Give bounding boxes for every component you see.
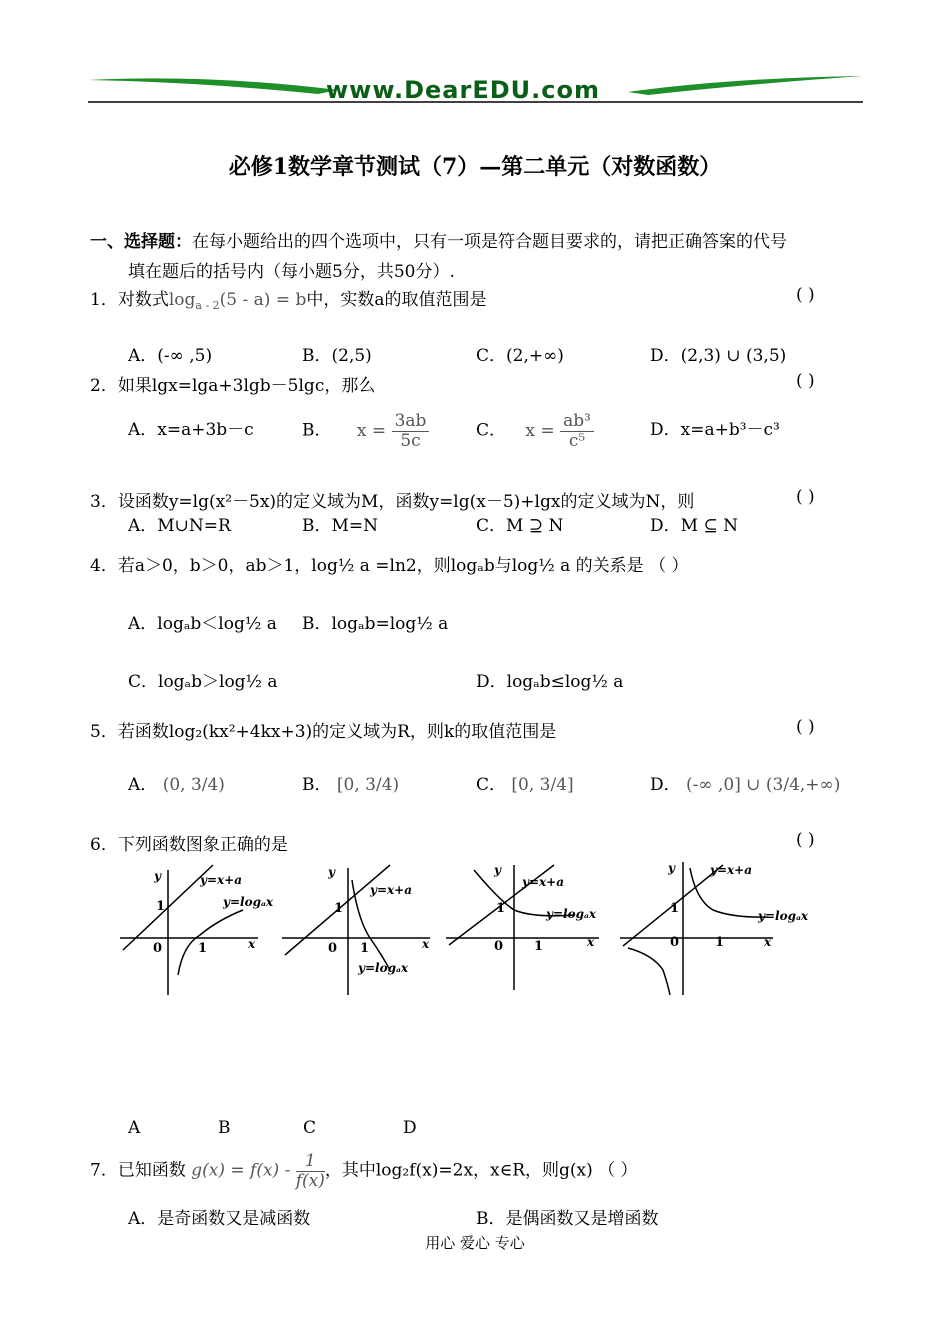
graph-d	[618, 860, 838, 1000]
instructions-line-2: 填在题后的括号内（每小题5分，共50分）.	[128, 262, 455, 282]
graph-label-c: C	[303, 1118, 317, 1138]
section-heading: 一、选择题：	[90, 232, 192, 252]
svg-text:1: 1	[715, 935, 725, 950]
q1-number: 1．	[90, 290, 118, 310]
q5-answer-paren: ( )	[796, 717, 815, 737]
q5-option-c: C． [0, 3/4]	[476, 775, 574, 795]
instructions-line-1: 在每小题给出的四个选项中，只有一项是符合题目要求的，请把正确答案的代号	[192, 232, 787, 252]
graph-c	[444, 860, 614, 1000]
question-2: 2．如果lgx=lga+3lgb－5lgc，那么	[90, 376, 376, 396]
svg-text:1: 1	[156, 899, 166, 914]
question-6: 6．下列函数图象正确的是	[90, 835, 288, 855]
page-footer: 用心 爱心 专心	[425, 1234, 525, 1252]
question-4: 4．若a＞0，b＞0，ab＞1，log½ a =ln2，则logₐb与log½ a 的关系是 （ ）	[90, 556, 689, 576]
svg-text:y=x+a: y=x+a	[710, 863, 753, 877]
svg-text:0: 0	[670, 935, 680, 950]
svg-text:y=x+a: y=x+a	[200, 873, 243, 887]
q2-answer-paren: ( )	[796, 371, 815, 391]
svg-text:1: 1	[496, 901, 506, 916]
svg-text:y=x+a: y=x+a	[522, 875, 565, 889]
graph-label-d: D	[403, 1118, 417, 1138]
question-1	[90, 285, 487, 312]
svg-text:1: 1	[334, 901, 344, 916]
q3-answer-paren: ( )	[796, 487, 815, 507]
q5-option-a: A． (0, 3/4)	[128, 775, 225, 795]
q5-option-d: D． (-∞ ,0] ∪ (3/4,+∞)	[650, 775, 841, 795]
svg-text:x: x	[422, 937, 430, 951]
question-5: 5．若函数log₂(kx²+4kx+3)的定义域为R，则k的取值范围是	[90, 722, 557, 742]
q1-option-a: A．(-∞ ,5)	[128, 346, 213, 366]
svg-text:1: 1	[360, 941, 370, 956]
page-title: 必修1数学章节测试（7）—第二单元（对数函数）	[228, 154, 722, 180]
q2-option-a: A．x=a+3b－c	[128, 420, 254, 440]
svg-text:1: 1	[534, 939, 544, 954]
q2-option-c: C． x = $\frac{\text{ab³}}{\text{c⁵}}$	[476, 412, 594, 450]
svg-text:0: 0	[494, 939, 504, 954]
section-instructions	[90, 227, 787, 252]
q5-option-b: B． [0, 3/4)	[302, 775, 400, 795]
site-logo-text[interactable]: www.DearEDU.com	[326, 76, 600, 104]
graph-a	[118, 860, 274, 1000]
q7-option-a: A．是奇函数又是减函数	[128, 1209, 311, 1229]
q4-option-a: A．logₐb＜log½ a	[128, 614, 277, 634]
svg-text:y=logₐx: y=logₐx	[223, 895, 274, 909]
svg-text:y=logₐx: y=logₐx	[758, 909, 809, 923]
graph-b	[280, 860, 440, 1000]
q3-option-d: D．M ⊆ N	[650, 516, 738, 536]
q3-option-b: B．M=N	[302, 516, 379, 536]
svg-text:x: x	[764, 935, 772, 949]
q3-option-c: C．M ⊇ N	[476, 516, 564, 536]
graph-label-a: A	[128, 1118, 141, 1138]
q1-pre: 对数式	[117, 290, 169, 310]
q7-option-b: B．是偶函数又是增函数	[476, 1209, 659, 1229]
svg-text:y: y	[494, 863, 501, 877]
svg-text:y: y	[668, 861, 675, 875]
question-3: 3．设函数y=lg(x²－5x)的定义域为M，函数y=lg(x－5)+lgx的定义域为N，则	[90, 492, 695, 512]
svg-text:y=logₐx: y=logₐx	[546, 907, 597, 921]
q1-option-b: B．(2,5)	[302, 346, 372, 366]
question-7: 7．已知函数 g(x) = f(x) - $\frac{1}{f(x)}$ ，其中log₂f(x)=2x，x∈R，则g(x) （ ）	[90, 1151, 638, 1191]
q1-option-d: D．(2,3) ∪ (3,5)	[650, 346, 787, 366]
svg-text:1: 1	[198, 941, 208, 956]
q4-option-b: B．logₐb=log½ a	[302, 614, 449, 634]
q1-answer-paren: ( )	[796, 285, 815, 305]
q6-answer-paren: ( )	[796, 830, 815, 850]
q1-formula: $\log_{a - 2}(5 - a) = b$	[168, 290, 307, 312]
q7-formula: g(x) = f(x) -	[191, 1160, 291, 1181]
q4-option-d: D．logₐb≤log½ a	[476, 672, 624, 692]
svg-text:1: 1	[670, 901, 680, 916]
graph-label-b: B	[218, 1118, 231, 1138]
svg-text:y: y	[154, 869, 161, 883]
q2-option-b: B． x = $\frac{3ab}{5c}$	[302, 412, 429, 450]
svg-text:0: 0	[328, 941, 338, 956]
svg-text:y=x+a: y=x+a	[370, 883, 413, 897]
svg-text:y=logₐx: y=logₐx	[358, 961, 409, 975]
q4-option-c: C．logₐb＞log½ a	[128, 672, 278, 692]
q3-option-a: A．M∪N=R	[128, 516, 231, 536]
svg-text:x: x	[587, 935, 595, 949]
svg-text:x: x	[248, 937, 256, 951]
q1-option-c: C．(2,+∞)	[476, 346, 564, 366]
svg-text:0: 0	[153, 941, 163, 956]
q1-post: 中，实数a的取值范围是	[306, 290, 487, 310]
svg-text:y: y	[328, 865, 335, 879]
q2-option-d: D．x=a+b³－c³	[650, 420, 780, 440]
